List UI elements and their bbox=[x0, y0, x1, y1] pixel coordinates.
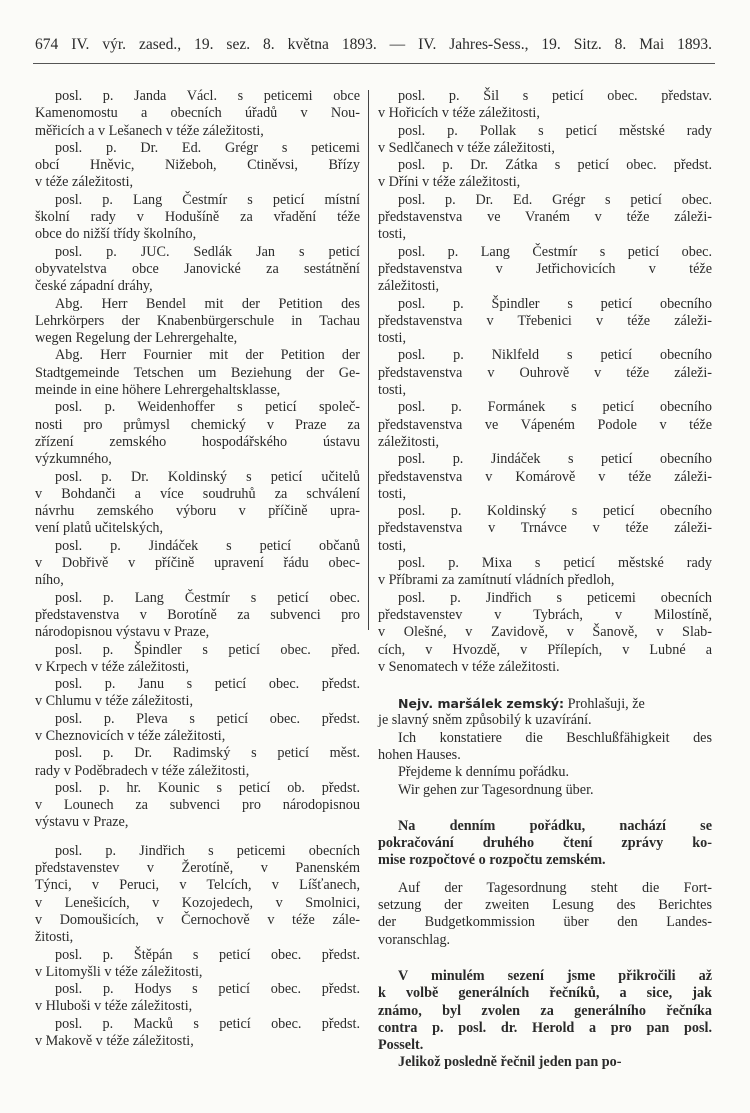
text-line: v Sedlčanech v téže záležitosti, bbox=[378, 139, 555, 156]
text-line: posl. p. Dr. Ed. Grégr s peticemi bbox=[55, 139, 360, 156]
text-line: posl. p. Špindler s peticí obec. před. bbox=[55, 641, 360, 658]
text-line: posl. p. Lang Čestmír s peticí místní bbox=[55, 191, 360, 208]
text-line: v Příbrami za zamítnutí vládních předloh, bbox=[378, 572, 615, 589]
text-line: v Krpech v téže záležitosti, bbox=[35, 658, 190, 675]
text-line: cích, v Hvozdě, v Přílepích, v Lubné a bbox=[378, 641, 712, 658]
paragraph bbox=[35, 1016, 360, 1051]
paragraph bbox=[378, 764, 712, 781]
paragraph bbox=[35, 843, 360, 947]
paragraph bbox=[378, 451, 712, 503]
text-line: představenstva v Trnávce v téže záleži- bbox=[378, 520, 712, 537]
speaker-name: Nejv. maršálek zemský: bbox=[398, 696, 565, 712]
paragraph bbox=[35, 590, 360, 642]
text-line: posl. p. Dr. Ed. Grégr s peticí obec. bbox=[398, 191, 712, 208]
text-section bbox=[378, 880, 712, 949]
text-section bbox=[378, 88, 712, 676]
paragraph bbox=[35, 399, 360, 468]
text-line: v Hluboši v téže záležitosti, bbox=[35, 998, 193, 1015]
text-section bbox=[378, 968, 712, 1072]
text-line: představenstva v Komárově v téže záleži- bbox=[378, 468, 712, 485]
text-line: posl. p. Mixa s peticí městské rady bbox=[398, 555, 712, 572]
text-section bbox=[35, 843, 360, 1051]
paragraph bbox=[35, 711, 360, 746]
text-line: k volbě generálních řečníků, a sice, jak bbox=[378, 985, 712, 1002]
text-line: rady v Poděbradech v téže záležitosti, bbox=[35, 762, 250, 779]
text-line: představenstva ve Vápeném Podole v téže bbox=[378, 416, 712, 433]
text-line: posl. p. hr. Kounic s peticí ob. předst. bbox=[55, 779, 360, 796]
text-line: voranschlag. bbox=[378, 931, 451, 948]
text-line: Posselt. bbox=[378, 1037, 424, 1054]
paragraph bbox=[378, 555, 712, 590]
paragraph bbox=[35, 296, 360, 348]
text-line: výstavu v Praze, bbox=[35, 814, 129, 831]
text-line: v Litomyšli v téže záležitosti, bbox=[35, 963, 203, 980]
paragraph bbox=[35, 347, 360, 399]
paragraph bbox=[35, 140, 360, 192]
text-line: v téže záležitosti, bbox=[35, 174, 134, 191]
paragraph bbox=[35, 244, 360, 296]
text-line: představenstva ve Vraném v téže záleži- bbox=[378, 209, 712, 226]
text-line: národopisnou výstavu v Praze, bbox=[35, 624, 210, 641]
text-line: posl. p. Lang Čestmír s peticí obec. bbox=[55, 589, 360, 606]
text-line: posl. p. Jindřich s peticemi obecních bbox=[398, 589, 712, 606]
text-line: setzung der zweiten Lesung des Berichtes bbox=[378, 897, 712, 914]
text-line: v Lounech za subvenci pro národopisnou bbox=[35, 797, 360, 814]
text-line: školní rady v Hodušíně za vřadění téže bbox=[35, 209, 360, 226]
text-line: v Cheznovicích v téže záležitosti, bbox=[35, 727, 226, 744]
text-line: meinde in eine höhere Lehrergehaltsklasse, bbox=[35, 382, 281, 399]
text-line: posl. p. Dr. Zátka s peticí obec. předst. bbox=[398, 157, 712, 174]
text-line: posl. p. Jindáček s peticí obecního bbox=[398, 451, 712, 468]
text-line: Abg. Herr Bendel mit der Petition des bbox=[55, 295, 360, 312]
text-line: v Senomatech v téže záležitosti. bbox=[378, 658, 560, 675]
paragraph bbox=[378, 399, 712, 451]
text-line: záležitosti, bbox=[378, 278, 440, 295]
text-line: tosti, bbox=[378, 330, 406, 347]
paragraph bbox=[35, 981, 360, 1016]
text-line: hohen Hauses. bbox=[378, 746, 461, 763]
text-line: posl. p. Janu s peticí obec. předst. bbox=[55, 676, 360, 693]
text-line: žitosti, bbox=[35, 929, 74, 946]
text-line: představenstva v Jetřichovicích v téže bbox=[378, 260, 712, 277]
paragraph bbox=[378, 88, 712, 123]
text-line: Týnci, v Peruci, v Telcích, v Líšťanech, bbox=[35, 877, 360, 894]
speaker-text: Prohlašuji, že bbox=[564, 696, 645, 713]
text-line: wegen Regelung der Lehrergehalte, bbox=[35, 330, 238, 347]
text-line: představenstev v Žerotíně, v Panenském bbox=[35, 860, 360, 877]
text-line: Na denním pořádku, nachází se bbox=[398, 817, 712, 834]
paragraph bbox=[35, 947, 360, 982]
text-line: v Hořicích v téže záležitosti, bbox=[378, 105, 540, 122]
paragraph bbox=[378, 244, 712, 296]
text-line: contra p. posl. dr. Herold a pro pan posl. bbox=[378, 1019, 712, 1036]
text-line: představenstva v Třebenici v téže záleži- bbox=[378, 312, 712, 329]
text-line: posl. p. Hodys s peticí obec. předst. bbox=[55, 981, 360, 998]
paragraph bbox=[378, 123, 712, 158]
paragraph bbox=[378, 695, 712, 730]
paragraph bbox=[35, 88, 360, 140]
text-line: známo, byl zvolen za generálního řečníka bbox=[378, 1002, 712, 1019]
text-line: představenstva v Borotíně za subvenci pro bbox=[35, 606, 360, 623]
text-line: posl. p. JUC. Sedlák Jan s peticí bbox=[55, 243, 360, 260]
text-line: Přejdeme k dennímu pořádku. bbox=[398, 764, 569, 781]
paragraph bbox=[35, 538, 360, 590]
text-section bbox=[35, 88, 360, 832]
paragraph bbox=[378, 782, 712, 799]
paragraph bbox=[35, 469, 360, 538]
paragraph bbox=[35, 676, 360, 711]
text-line: posl. p. Weidenhoffer s peticí společ- bbox=[55, 399, 360, 416]
paragraph bbox=[35, 642, 360, 677]
text-line: der Budgetkommission über den Landes- bbox=[378, 914, 712, 931]
text-line: výzkumného, bbox=[35, 451, 112, 468]
text-line: Abg. Herr Fournier mit der Petition der bbox=[55, 347, 360, 364]
paragraph bbox=[378, 590, 712, 676]
text-line: V minulém sezení jsme přikročili až bbox=[398, 967, 712, 984]
paragraph bbox=[378, 730, 712, 765]
paragraph bbox=[35, 780, 360, 832]
text-line bbox=[378, 695, 712, 712]
text-line: posl. p. Špindler s peticí obecního bbox=[398, 295, 712, 312]
page-header: 674 IV. výr. zased., 19. sez. 8. května 1893. — IV. Jahres-Sess., 19. Sitz. 8. Mai 1893. bbox=[35, 36, 712, 53]
left-column bbox=[35, 88, 360, 1050]
right-column bbox=[378, 88, 712, 1072]
paragraph bbox=[378, 503, 712, 555]
text-line: představenstva v Ouhrově v téže záleži- bbox=[378, 364, 712, 381]
paragraph bbox=[35, 745, 360, 780]
text-line: obcí Hněvic, Nižeboh, Ctiněvsi, Břízy bbox=[35, 157, 360, 174]
text-line: posl. p. Jindáček s peticí občanů bbox=[55, 537, 360, 554]
paragraph bbox=[35, 192, 360, 244]
text-line: v Dříni v téže záležitosti, bbox=[378, 174, 521, 191]
text-line: představenstev v Tybrách, v Milostíně, bbox=[378, 606, 712, 623]
text-line: Ich konstatiere die Beschlußfähigkeit des bbox=[398, 729, 712, 746]
text-line: posl. p. Niklfeld s peticí obecního bbox=[398, 347, 712, 364]
text-line: tosti, bbox=[378, 226, 406, 243]
text-line: nosti pro průmysl chemický v Praze za bbox=[35, 416, 360, 433]
paragraph bbox=[378, 880, 712, 949]
text-section bbox=[378, 695, 712, 799]
paragraph bbox=[378, 1054, 712, 1071]
text-line: posl. p. Pleva s peticí obec. předst. bbox=[55, 710, 360, 727]
text-line: posl. p. Macků s peticí obec. předst. bbox=[55, 1015, 360, 1032]
text-line: mise rozpočtové o rozpočtu zemském. bbox=[378, 852, 606, 869]
text-line: vení platů učitelských, bbox=[35, 520, 164, 537]
text-line: zřízení zemského hospodářského ústavu bbox=[35, 433, 360, 450]
text-line: Jelikož posledně řečnil jeden pan po- bbox=[398, 1054, 622, 1071]
text-line: tosti, bbox=[378, 485, 406, 502]
text-line: v Domoušicích, v Černochově v téže zále- bbox=[35, 911, 360, 928]
text-line: obyvatelstva obce Janovické za sestátnění bbox=[35, 260, 360, 277]
text-line: posl. p. Šil s peticí obec. představ. bbox=[398, 88, 712, 104]
text-line: v Makově v téže záležitosti, bbox=[35, 1033, 194, 1050]
text-line: obce do nižší třídy školního, bbox=[35, 226, 197, 243]
text-line: v Dobřivě v příčině upravení řádu obec- bbox=[35, 555, 360, 572]
paragraph bbox=[378, 157, 712, 192]
text-line: pokračování druhého čtení zprávy ko- bbox=[378, 835, 712, 852]
text-line: posl. p. Janda Václ. s peticemi obce bbox=[55, 88, 360, 104]
text-line: v Olešné, v Zavidově, v Šanově, v Slab- bbox=[378, 624, 712, 641]
text-line: Wir gehen zur Tagesordnung über. bbox=[398, 781, 594, 798]
text-line: v Lenešicích, v Kozojedech, v Smolnici, bbox=[35, 894, 360, 911]
text-line: v Bohdanči a více soudruhů za schválení bbox=[35, 485, 360, 502]
text-line: tosti, bbox=[378, 382, 406, 399]
text-line: posl. p. Koldinský s peticí obecního bbox=[398, 503, 712, 520]
paragraph bbox=[378, 347, 712, 399]
column-divider bbox=[368, 90, 369, 630]
text-line: je slavný sněm způsobilý k uzavírání. bbox=[378, 712, 592, 729]
text-line: posl. p. Dr. Radimský s peticí měst. bbox=[55, 745, 360, 762]
header-rule bbox=[33, 63, 715, 64]
text-line: posl. p. Formánek s peticí obecního bbox=[398, 399, 712, 416]
text-line: ního, bbox=[35, 572, 64, 589]
text-line: posl. p. Štěpán s peticí obec. předst. bbox=[55, 946, 360, 963]
text-line: Stadtgemeinde Tetschen um Beziehung der Ge- bbox=[35, 364, 360, 381]
text-line: návrhu zemského výboru v příčině upra- bbox=[35, 503, 360, 520]
text-line: české západní dráhy, bbox=[35, 278, 153, 295]
text-line: záležitosti, bbox=[378, 433, 440, 450]
text-line: měřicích a v Lešanech v téže záležitosti, bbox=[35, 122, 264, 139]
text-line: Kamenomostu a obecních úřadů v Nou- bbox=[35, 105, 360, 122]
text-line: posl. p. Dr. Koldinský s peticí učitelů bbox=[55, 468, 360, 485]
text-line: Lehrkörpers der Knabenbürgerschule in Tachau bbox=[35, 312, 360, 329]
paragraph bbox=[378, 192, 712, 244]
text-line: v Chlumu v téže záležitosti, bbox=[35, 693, 193, 710]
text-section bbox=[378, 818, 712, 870]
paragraph bbox=[378, 968, 712, 1054]
paragraph bbox=[378, 818, 712, 870]
text-line: posl. p. Pollak s peticí městské rady bbox=[398, 122, 712, 139]
text-line: tosti, bbox=[378, 537, 406, 554]
paragraph bbox=[378, 296, 712, 348]
text-line: Auf der Tagesordnung steht die Fort- bbox=[398, 879, 712, 896]
text-line: posl. p. Jindřich s peticemi obecních bbox=[55, 842, 360, 859]
text-line: posl. p. Lang Čestmír s peticí obec. bbox=[398, 243, 712, 260]
